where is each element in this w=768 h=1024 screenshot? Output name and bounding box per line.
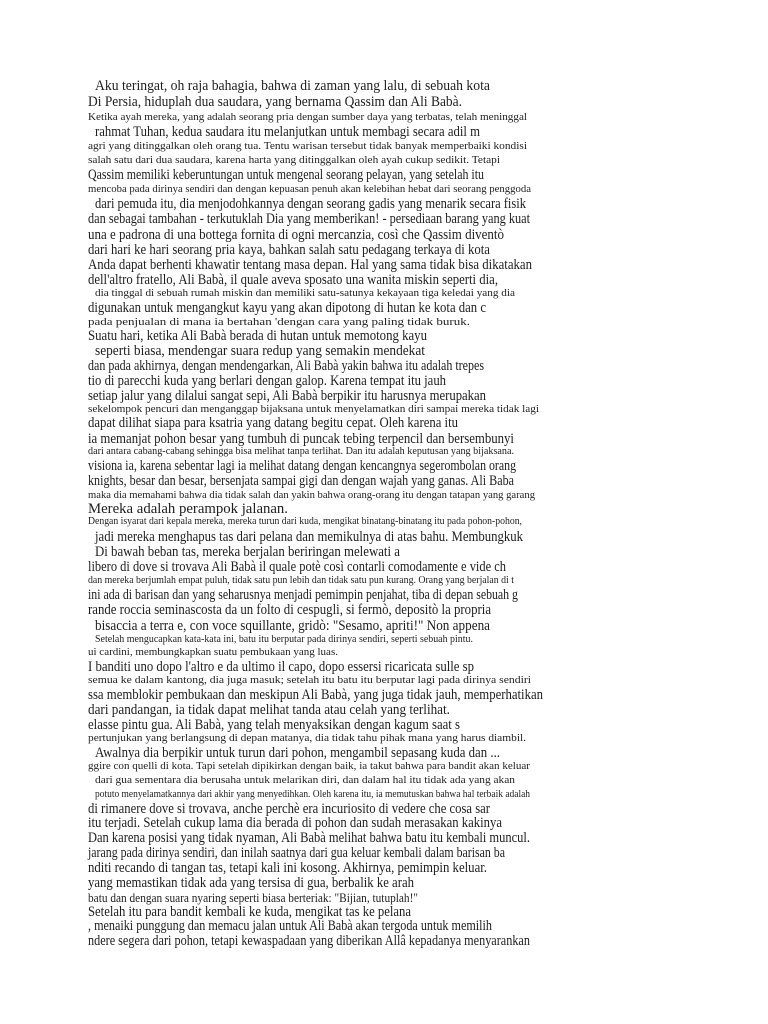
text-line: ui cardini, membungkapkan suatu pembukaan yang luas. [88, 646, 338, 658]
text-line: Di bawah beban tas, mereka berjalan beriringan melewati a [95, 544, 400, 560]
text-line: setiap jalur yang dilalui sangat sepi, Ali Babà berpikir itu harusnya merupakan [88, 388, 486, 404]
text-line: pada penjualan di mana ia bertahan 'dengan cara yang paling tidak buruk. [88, 316, 471, 328]
text-line: jarang pada dirinya sendiri, dan inilah saatnya dari gua keluar kembali dalam barisan ba [88, 845, 505, 861]
text-line: digunakan untuk mengangkut kayu yang akan dipotong di hutan ke kota dan c [88, 300, 486, 316]
text-line: ini ada di barisan dan yang seharusnya menjadi pemimpin penjahat, tiba di depan sebuah g [88, 587, 518, 603]
text-line: batu dan dengan suara nyaring seperti biasa berteriak: "Bijian, tutuplah!" [88, 890, 418, 905]
text-line: dan pada akhirnya, dengan mendengarkan, Ali Babà yakin bahwa itu adalah trepes [88, 358, 484, 374]
text-line: ssa memblokir pembukaan dan meskipun Ali Babà, yang juga tidak jauh, memperhatikan [88, 687, 544, 703]
text-line: semua ke dalam kantong, dia juga masuk; setelah itu batu itu berputar lagi pada dirinya sendiri [88, 674, 532, 686]
text-line: yang memastikan tidak ada yang tersisa di gua, berbalik ke arah [88, 875, 415, 891]
text-line: Ketika ayah mereka, yang adalah seorang pria dengan sumber daya yang terbatas, telah meninggal [88, 111, 527, 123]
text-line: dell'altro fratello, Ali Babà, il quale aveva sposato una wanita miskin seperti dia, [88, 272, 499, 288]
text-line: dari hari ke hari seorang pria kaya, bahkan salah satu pedagang terkaya di kota [88, 242, 490, 258]
text-line: Suatu hari, ketika Ali Babà berada di hutan untuk memotong kayu [88, 328, 427, 344]
text-line: dan sebagai tambahan - terkutuklah Dia yang memberikan! - persediaan barang yang kuat [88, 211, 530, 227]
text-line: jadi mereka menghapus tas dari pelana dan memikulnya di atas bahu. Membungkuk [95, 529, 524, 545]
text-line: I banditi uno dopo l'altro e da ultimo il capo, dopo essersi ricaricata sulle sp [88, 659, 474, 675]
text-line: sekelompok pencuri dan menganggap bijaksana untuk menyelamatkan diri sampai mereka tidak lagi [88, 403, 540, 415]
text-line: elasse pintu gua. Ali Babà, yang telah menyaksikan dengan kagum saat s [88, 717, 461, 733]
text-line: maka dia memahami bahwa dia tidak salah dan yakin bahwa orang-orang itu dengan tatapan yang garang [88, 489, 536, 501]
text-line: visiona ia, karena sebentar lagi ia melihat datang dengan kencangnya segerombolan orang [88, 458, 517, 474]
text-line: di rimanere dove si trovava, anche perchè era incuriosito di vedere che cosa sar [88, 801, 490, 817]
text-line: ndere segera dari pohon, tetapi kewaspadaan yang diberikan Allâ kepadanya menyarankan [88, 933, 530, 949]
text-line: Setelah mengucapkan kata-kata ini, batu itu berputar pada dirinya sendiri, seperti sebuah pintu. [95, 633, 473, 645]
text-line: , menaiki punggung dan memacu jalan untuk Ali Babà akan tergoda untuk memilih [88, 918, 493, 934]
text-line: potuto menyelamatkannya dari akhir yang menyedihkan. Oleh karena itu, ia memutuskan bahwa hal terbaik adalah [95, 789, 531, 800]
text-line: Mereka adalah perampok jalanan. [88, 501, 289, 517]
text-line: bisaccia a terra e, con voce squillante, gridò: "Sesamo, apriti!" Non appena [95, 618, 491, 634]
text-line: Anda dapat berhenti khawatir tentang masa depan. Hal yang sama tidak bisa dikatakan [88, 257, 533, 273]
text-line: itu terjadi. Setelah cukup lama dia berada di pohon dan sudah merasakan kakinya [88, 815, 502, 831]
text-line: ia memanjat pohon besar yang tumbuh di puncak tebing terpencil dan bersembunyi [88, 431, 514, 447]
text-line: Di Persia, hiduplah dua saudara, yang bernama Qassim dan Ali Babà. [88, 94, 462, 110]
text-line: ggire con quelli di kota. Tapi setelah dipikirkan dengan baik, ia takut bahwa para bandit akan keluar [88, 760, 531, 772]
text-line: tio di parecchi kuda yang berlari dengan galop. Karena tempat itu jauh [88, 373, 447, 389]
text-line: nditi recando di tangan tas, tetapi kali ini kosong. Akhirnya, pemimpin keluar. [88, 860, 488, 876]
text-line: Awalnya dia berpikir untuk turun dari pohon, mengambil sepasang kuda dan ... [95, 745, 500, 761]
text-line: Aku teringat, oh raja bahagia, bahwa di zaman yang lalu, di sebuah kota [95, 78, 490, 94]
text-line: Dan karena posisi yang tidak nyaman, Ali Babà melihat bahwa batu itu kembali muncul. [88, 830, 531, 846]
text-line: rahmat Tuhan, kedua saudara itu melanjutkan untuk membagi secara adil m [95, 124, 481, 140]
text-line: knights, besar dan besar, bersenjata sampai gigi dan dengan wajah yang ganas. Ali Baba [88, 473, 515, 489]
text-line: mencoba pada dirinya sendiri dan dengan kepuasan penuh akan kelebihan hebat dari seorang penggoda [88, 183, 531, 195]
text-line: Setelah itu para bandit kembali ke kuda, mengikat tas ke pelana [88, 904, 412, 920]
text-line: agri yang ditinggalkan oleh orang tua. Tentu warisan tersebut tidak banyak memperbaiki kondisi [88, 140, 527, 152]
text-line: seperti biasa, mendengar suara redup yang semakin mendekat [95, 343, 425, 359]
text-line: salah satu dari dua saudara, karena harta yang ditinggalkan oleh ayah cukup sedikit. Tetapi [88, 154, 500, 166]
text-line: dari gua sementara dia berusaha untuk melarikan diri, dan dalam hal itu tidak ada yang akan [95, 774, 515, 786]
text-line: dia tinggal di sebuah rumah miskin dan memiliki satu-satunya kekayaan tiga keledai yang dia [95, 287, 516, 299]
text-line: dapat dilihat siapa para ksatria yang datang begitu cepat. Oleh karena itu [88, 415, 459, 431]
text-line: Qassim memiliki keberuntungan untuk mengenal seorang pelayan, yang setelah itu [88, 167, 485, 183]
text-line: pertunjukan yang berlangsung di depan matanya, dia tidak tahu pihak mana yang harus diambil. [88, 732, 527, 744]
text-line: una e padrona di una bottega fornita di ogni mercanzia, così che Qassim diventò [88, 227, 504, 243]
text-line: libero di dove si trovava Ali Babà il quale potè così contarli comodamente e vide ch [88, 559, 506, 575]
text-line: Dengan isyarat dari kepala mereka, mereka turun dari kuda, mengikat binatang-binatang itu pada pohon-pohon, [88, 515, 522, 527]
text-line: dari pandangan, ia tidak dapat melihat tanda atau celah yang terlihat. [88, 702, 450, 718]
text-line: dari pemuda itu, dia menjodohkannya dengan seorang gadis yang menarik secara fisik [95, 196, 526, 212]
text-line: dan mereka berjumlah empat puluh, tidak satu pun lebih dan tidak satu pun kurang. Orang yang berjalan di t [88, 574, 514, 586]
text-line: rande roccia seminascosta da un folto di cespugli, si fermò, depositò la propria [88, 602, 492, 618]
text-line: dari antara cabang-cabang sehingga bisa melihat tanpa terlihat. Dan itu adalah keputusan yang bijaksana. [88, 446, 515, 457]
